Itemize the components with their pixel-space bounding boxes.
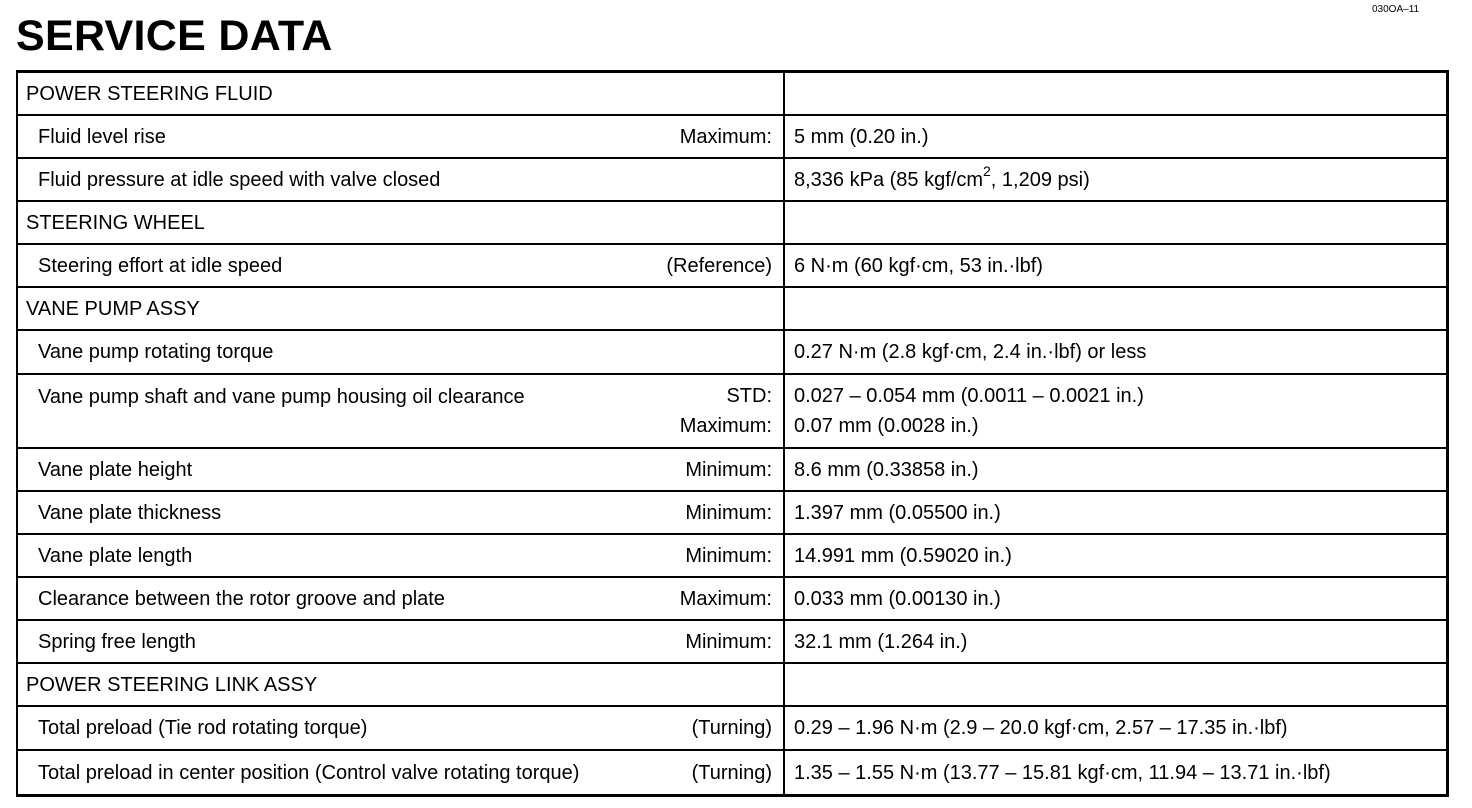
- page-title: SERVICE DATA: [16, 12, 333, 60]
- table-row: [18, 751, 1446, 794]
- item-label: Vane pump rotating torque: [38, 341, 274, 363]
- item-label: Clearance between the rotor groove and plate: [38, 587, 445, 610]
- item-value: 8.6 mm (0.33858 in.): [794, 458, 979, 481]
- item-value: 32.1 mm (1.264 in.): [794, 630, 968, 653]
- item-qualifier: Maximum:: [679, 125, 772, 148]
- table-row: [18, 116, 1446, 159]
- item-label: Total preload in center position (Control valve rotating torque): [38, 761, 580, 784]
- item-qualifier: (Turning): [691, 717, 772, 739]
- item-value: 0.07 mm (0.0028 in.): [794, 415, 979, 437]
- item-value: 0.027 – 0.054 mm (0.0011 – 0.0021 in.): [794, 385, 1144, 407]
- item-value: 6 N·m (60 kgf·cm, 53 in.·lbf): [794, 254, 1043, 277]
- item-qualifier: Minimum:: [685, 501, 772, 524]
- table-row: [18, 375, 1446, 449]
- table-row: [18, 535, 1446, 578]
- item-label: Total preload (Tie rod rotating torque): [38, 717, 368, 739]
- section-heading: VANE PUMP ASSY: [26, 297, 200, 320]
- item-qualifier: Minimum:: [685, 544, 772, 567]
- section-heading: STEERING WHEEL: [26, 211, 205, 234]
- item-qualifier: (Turning): [691, 761, 772, 784]
- section-heading-row: [18, 73, 1446, 116]
- item-label: Vane plate thickness: [38, 501, 222, 524]
- item-label: Vane pump shaft and vane pump housing oil clearance: [38, 386, 525, 408]
- item-qualifier: Minimum:: [685, 458, 772, 481]
- item-label: Vane plate length: [38, 544, 193, 567]
- section-heading: POWER STEERING LINK ASSY: [26, 673, 318, 696]
- table-row: [18, 449, 1446, 492]
- table-row: [18, 621, 1446, 664]
- table-row: [18, 707, 1446, 751]
- table-row: [18, 331, 1446, 375]
- item-qualifier: Minimum:: [685, 630, 772, 653]
- item-value: 1.397 mm (0.05500 in.): [794, 501, 1001, 524]
- item-label: Spring free length: [38, 630, 196, 653]
- item-value: 1.35 – 1.55 N·m (13.77 – 15.81 kgf·cm, 11.94 – 13.71 in.·lbf): [794, 761, 1331, 784]
- item-label: Steering effort at idle speed: [38, 254, 283, 277]
- item-value: 0.29 – 1.96 N·m (2.9 – 20.0 kgf·cm, 2.57 – 17.35 in.·lbf): [794, 717, 1288, 739]
- document-code: 030OA–11: [1372, 4, 1420, 15]
- item-qualifier: Maximum:: [679, 587, 772, 610]
- item-qualifier: (Reference): [666, 254, 772, 277]
- item-value: 14.991 mm (0.59020 in.): [794, 544, 1012, 567]
- section-heading-row: [18, 202, 1446, 245]
- item-value: 8,336 kPa (85 kgf/$cm^2$, 1,209 psi): [794, 162, 1090, 191]
- table-row: [18, 578, 1446, 621]
- item-label: Fluid level rise: [38, 125, 166, 148]
- item-label: Vane plate height: [38, 458, 193, 481]
- table-row: [18, 492, 1446, 535]
- table-row: [18, 159, 1446, 202]
- item-qualifier: STD:: [726, 385, 772, 407]
- section-heading-row: [18, 288, 1446, 331]
- item-value: 5 mm (0.20 in.): [794, 125, 929, 148]
- item-label: Fluid pressure at idle speed with valve closed: [38, 168, 441, 191]
- service-data-table: [16, 70, 1449, 797]
- section-heading: POWER STEERING FLUID: [26, 82, 273, 105]
- table-row: [18, 245, 1446, 288]
- superscript: 2: [982, 162, 991, 179]
- item-value: 0.033 mm (0.00130 in.): [794, 587, 1001, 610]
- item-value: 0.27 N·m (2.8 kgf·cm, 2.4 in.·lbf) or less: [794, 341, 1147, 363]
- section-heading-row: [18, 664, 1446, 707]
- item-qualifier: Maximum:: [679, 415, 772, 437]
